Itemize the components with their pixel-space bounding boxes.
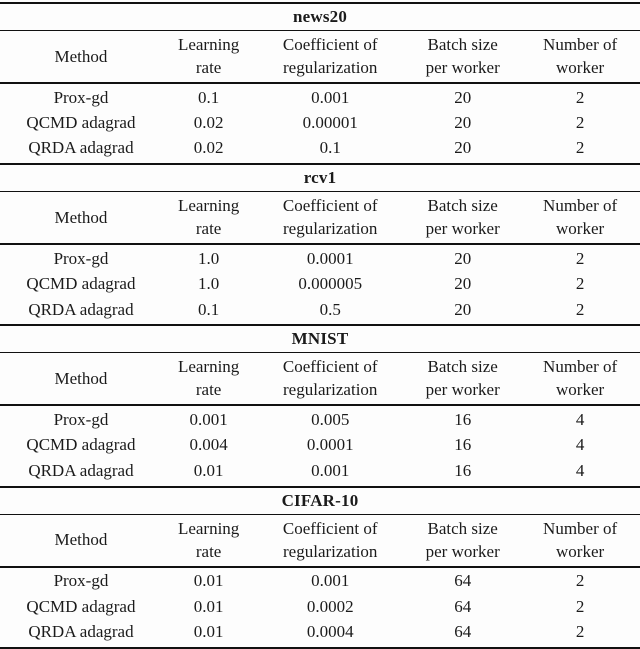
header-number-line1: Number of <box>543 518 618 538</box>
header-number-line2: worker <box>556 219 605 239</box>
cell-number-of-worker: 2 <box>575 299 585 319</box>
cell-method: QRDA adagrad <box>28 460 134 480</box>
header-number-of-worker <box>520 355 640 401</box>
cell-number-of-worker: 2 <box>575 596 585 616</box>
header-batch-size-line1: Batch size <box>427 196 498 216</box>
header-coefficient-of-regularization <box>255 33 405 79</box>
data-rows <box>0 84 640 163</box>
cell-number-of-worker: 4 <box>575 410 585 430</box>
cell-coefficient-of-regularization: 0.5 <box>319 299 341 319</box>
header-learning-rate <box>162 355 255 401</box>
table-row <box>0 569 640 594</box>
cell-learning-rate: 1.0 <box>198 248 220 268</box>
cell-batch-size-per-worker: 20 <box>454 248 472 268</box>
header-batch-size-per-worker <box>405 33 520 79</box>
header-method: Method <box>54 207 108 227</box>
header-learning-rate-line2: rate <box>195 541 222 561</box>
header-number-line2: worker <box>556 58 605 77</box>
header-learning-rate-line2: rate <box>195 219 222 239</box>
header-number-line2: worker <box>556 541 605 561</box>
table-row <box>0 619 640 644</box>
header-coefficient-line2: regularization <box>283 380 378 400</box>
cell-method: QRDA adagrad <box>28 299 134 319</box>
header-coefficient-of-regularization <box>255 355 405 401</box>
header-number-line1: Number of <box>543 196 618 216</box>
table-row <box>0 407 640 432</box>
cell-coefficient-of-regularization: 0.001 <box>311 87 350 107</box>
header-coefficient-line2: regularization <box>283 541 378 561</box>
cell-method: QRDA adagrad <box>28 138 134 158</box>
cell-coefficient-of-regularization: 0.001 <box>311 571 350 591</box>
table-row <box>0 272 640 297</box>
cell-learning-rate: 0.1 <box>198 87 220 107</box>
header-number-of-worker <box>520 33 640 79</box>
cell-batch-size-per-worker: 64 <box>454 596 472 616</box>
table-row <box>0 85 640 110</box>
cell-number-of-worker: 2 <box>575 571 585 591</box>
cell-batch-size-per-worker: 20 <box>454 87 472 107</box>
table-header-row <box>0 192 640 245</box>
header-coefficient-line1: Coefficient of <box>282 196 378 216</box>
table-header-row <box>0 31 640 84</box>
header-batch-size-line2: per worker <box>425 541 500 561</box>
data-rows <box>0 406 640 485</box>
dataset-section <box>0 163 640 324</box>
cell-learning-rate: 0.01 <box>193 621 224 641</box>
cell-number-of-worker: 2 <box>575 621 585 641</box>
header-batch-size-per-worker <box>405 517 520 563</box>
dataset-title <box>0 4 640 31</box>
header-learning-rate <box>162 194 255 240</box>
header-number-line1: Number of <box>543 35 618 54</box>
table-row <box>0 297 640 322</box>
cell-number-of-worker: 2 <box>575 87 585 107</box>
header-learning-rate <box>162 33 255 79</box>
table-row <box>0 110 640 135</box>
header-method: Method <box>54 368 108 388</box>
cell-batch-size-per-worker: 16 <box>454 460 472 480</box>
cell-learning-rate: 0.02 <box>193 138 224 158</box>
cell-method: QCMD adagrad <box>26 596 136 616</box>
cell-number-of-worker: 4 <box>575 435 585 455</box>
cell-coefficient-of-regularization: 0.0004 <box>306 621 354 641</box>
cell-batch-size-per-worker: 16 <box>454 435 472 455</box>
header-batch-size-line2: per worker <box>425 58 500 77</box>
header-learning-rate-line1: Learning <box>177 518 240 538</box>
cell-batch-size-per-worker: 20 <box>454 138 472 158</box>
cell-coefficient-of-regularization: 0.000005 <box>298 274 363 294</box>
dataset-title-text: rcv1 <box>303 168 337 188</box>
table-row <box>0 246 640 271</box>
table-row <box>0 136 640 161</box>
cell-batch-size-per-worker: 20 <box>454 274 472 294</box>
dataset-title-text: MNIST <box>291 329 349 349</box>
header-learning-rate-line2: rate <box>195 58 222 77</box>
table-header-row <box>0 515 640 568</box>
table-row <box>0 594 640 619</box>
cell-number-of-worker: 2 <box>575 138 585 158</box>
cell-method: QCMD adagrad <box>26 274 136 294</box>
data-rows <box>0 568 640 647</box>
cell-method: QCMD adagrad <box>26 435 136 455</box>
dataset-title <box>0 488 640 515</box>
dataset-title-text: news20 <box>292 7 348 26</box>
dataset-title <box>0 165 640 192</box>
cell-coefficient-of-regularization: 0.0002 <box>306 596 354 616</box>
header-coefficient-line2: regularization <box>283 219 378 239</box>
cell-number-of-worker: 2 <box>575 113 585 133</box>
cell-coefficient-of-regularization: 0.1 <box>319 138 341 158</box>
dataset-section <box>0 324 640 485</box>
cell-method: Prox-gd <box>53 248 109 268</box>
cell-method: QRDA adagrad <box>28 621 134 641</box>
cell-learning-rate: 0.1 <box>198 299 220 319</box>
header-number-of-worker <box>520 194 640 240</box>
header-coefficient-line2: regularization <box>283 58 378 77</box>
header-batch-size-line2: per worker <box>425 380 500 400</box>
dataset-title-text: CIFAR-10 <box>281 490 359 510</box>
cell-batch-size-per-worker: 20 <box>454 113 472 133</box>
header-batch-size-per-worker <box>405 194 520 240</box>
cell-batch-size-per-worker: 64 <box>454 621 472 641</box>
header-coefficient-of-regularization <box>255 194 405 240</box>
cell-coefficient-of-regularization: 0.0001 <box>306 248 354 268</box>
cell-coefficient-of-regularization: 0.001 <box>311 460 350 480</box>
hyperparameter-table <box>0 2 640 649</box>
dataset-section <box>0 2 640 163</box>
cell-coefficient-of-regularization: 0.0001 <box>306 435 354 455</box>
cell-number-of-worker: 2 <box>575 274 585 294</box>
header-learning-rate-line1: Learning <box>177 35 240 54</box>
header-batch-size-line1: Batch size <box>427 518 498 538</box>
cell-coefficient-of-regularization: 0.005 <box>311 410 350 430</box>
cell-learning-rate: 1.0 <box>198 274 220 294</box>
cell-method: Prox-gd <box>53 87 109 107</box>
table-header-row <box>0 353 640 406</box>
header-learning-rate-line1: Learning <box>177 196 240 216</box>
dataset-title <box>0 326 640 353</box>
cell-learning-rate: 0.001 <box>189 410 228 430</box>
header-learning-rate-line1: Learning <box>177 357 240 377</box>
cell-method: Prox-gd <box>53 571 109 591</box>
cell-batch-size-per-worker: 16 <box>454 410 472 430</box>
header-learning-rate <box>162 517 255 563</box>
cell-learning-rate: 0.01 <box>193 596 224 616</box>
cell-batch-size-per-worker: 64 <box>454 571 472 591</box>
cell-learning-rate: 0.01 <box>193 460 224 480</box>
header-method: Method <box>54 530 108 550</box>
cell-learning-rate: 0.004 <box>189 435 228 455</box>
cell-learning-rate: 0.02 <box>193 113 224 133</box>
table-row <box>0 433 640 458</box>
header-coefficient-line1: Coefficient of <box>282 35 378 54</box>
header-batch-size-per-worker <box>405 355 520 401</box>
header-number-line1: Number of <box>543 357 618 377</box>
header-learning-rate-line2: rate <box>195 380 222 400</box>
header-batch-size-line2: per worker <box>425 219 500 239</box>
dataset-section <box>0 486 640 647</box>
header-batch-size-line1: Batch size <box>427 357 498 377</box>
header-batch-size-line1: Batch size <box>427 35 498 54</box>
table-row <box>0 458 640 483</box>
cell-method: QCMD adagrad <box>26 113 136 133</box>
data-rows <box>0 245 640 324</box>
header-number-of-worker <box>520 517 640 563</box>
cell-number-of-worker: 2 <box>575 248 585 268</box>
cell-learning-rate: 0.01 <box>193 571 224 591</box>
cell-batch-size-per-worker: 20 <box>454 299 472 319</box>
cell-coefficient-of-regularization: 0.00001 <box>302 113 358 133</box>
header-method: Method <box>54 46 108 66</box>
header-coefficient-line1: Coefficient of <box>282 518 378 538</box>
header-coefficient-of-regularization <box>255 517 405 563</box>
header-number-line2: worker <box>556 380 605 400</box>
header-coefficient-line1: Coefficient of <box>282 357 378 377</box>
cell-method: Prox-gd <box>53 410 109 430</box>
cell-number-of-worker: 4 <box>575 460 585 480</box>
